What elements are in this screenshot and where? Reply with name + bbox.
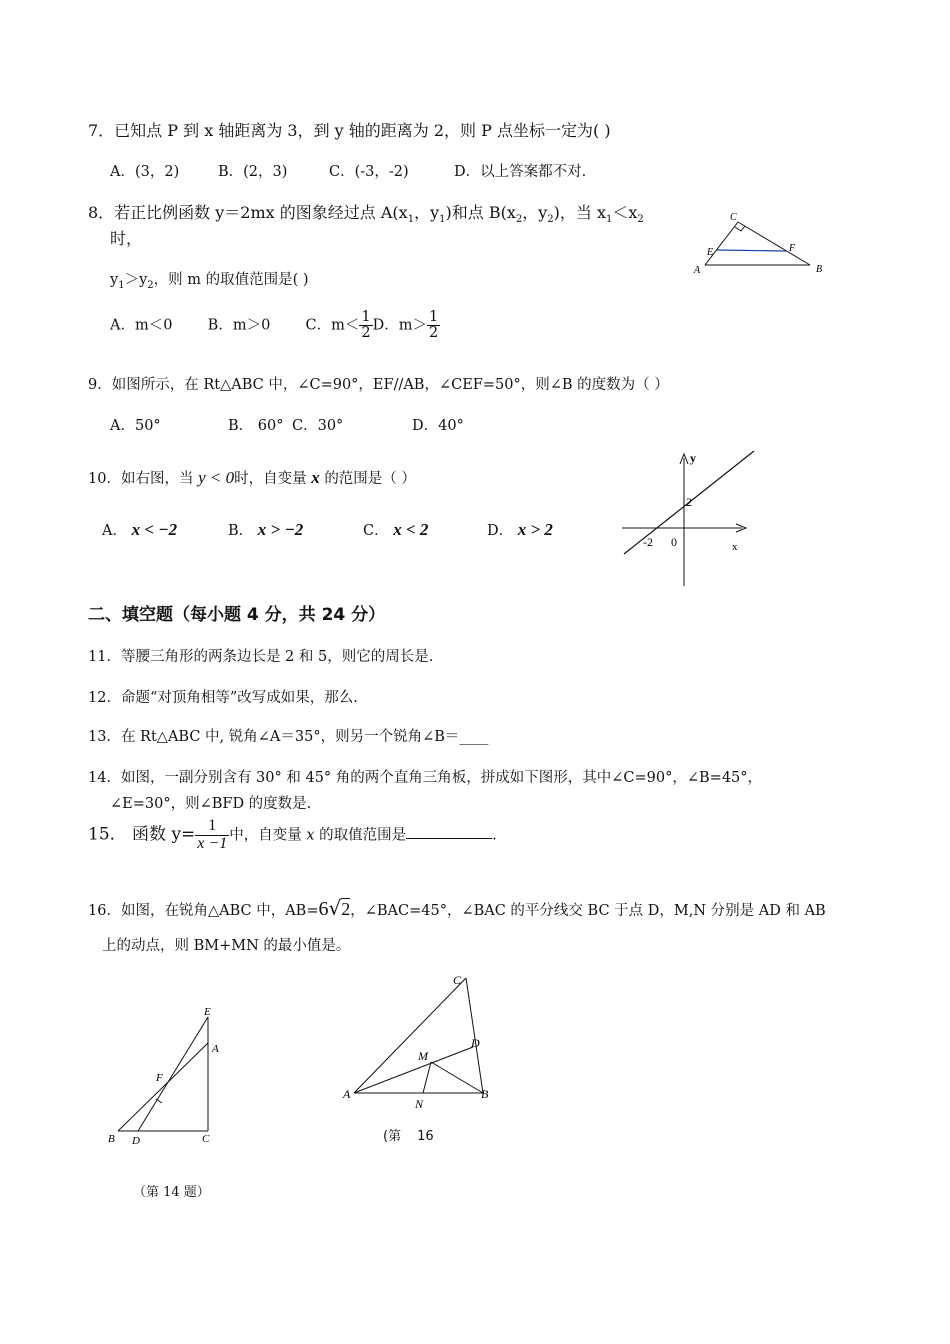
q16-figure bbox=[338, 970, 508, 1115]
fig16-label-b: B bbox=[481, 1087, 489, 1101]
q15: 15． 函数 y= $\frac{1}{x -1}$ 中，自变量 x 的取值范围是 . bbox=[88, 817, 497, 852]
q9-option-b: B． 60° bbox=[228, 418, 284, 434]
q8-option-c: C．m＜ bbox=[305, 317, 360, 334]
q16-line1: 16．如图，在锐角△ABC 中，AB=6√2，∠BAC=45°，∠BAC 的平分线交 BC 于点 D，M,N 分别是 AD 和 AB bbox=[88, 896, 826, 920]
q7-stem: 7．已知点 P 到 x 轴距离为 3，到 y 轴的距离为 2，则 P 点坐标一定为( ) bbox=[88, 121, 611, 140]
fig16-label-c: C bbox=[453, 973, 462, 987]
fig14-label-c: C bbox=[202, 1133, 210, 1145]
q8-options bbox=[110, 310, 440, 341]
fig9-label-f: F bbox=[789, 243, 796, 254]
fig16-label-m: M bbox=[418, 1049, 428, 1063]
fig14-label-f: F bbox=[156, 1072, 163, 1084]
q8-stem: 8．若正比例函数 y＝2mx 的图象经过点 $A(x_1$，$y_1$)和点 $B(x_2$，$y_2$)，当 $x_1<x_2$ bbox=[88, 203, 644, 226]
fig9-label-a: A bbox=[694, 265, 701, 276]
q9-option-c: C．30° bbox=[292, 418, 344, 434]
q16-line2: 上的动点，则 BM+MN 的最小值是。 bbox=[102, 938, 351, 954]
tick-label-y: 2 bbox=[686, 495, 692, 509]
q10-stem: 10．如右图，当 y < 0时，自变量 x 的范围是（ ） bbox=[88, 468, 416, 487]
q14-line2: ∠E=30°，则∠BFD 的度数是. bbox=[110, 796, 312, 812]
q15-fraction: $\frac{1}{x -1}$ bbox=[197, 817, 228, 852]
fig14-caption: （第 14 题） bbox=[133, 1185, 210, 1200]
q10-option-d: D． x > 2 bbox=[487, 520, 553, 539]
q9-option-d: D．40° bbox=[412, 418, 464, 434]
fig16-caption: (第 16 bbox=[383, 1129, 434, 1144]
q7-option-d: D．以上答案都不对. bbox=[454, 164, 587, 180]
fig14-label-e: E bbox=[204, 1006, 211, 1018]
q9-figure bbox=[690, 205, 840, 285]
fig14-label-a: A bbox=[212, 1043, 219, 1055]
sqrt-sign: √ bbox=[328, 896, 342, 920]
q8-option-a: A．m＜0 bbox=[110, 317, 173, 334]
q15-blank bbox=[406, 838, 492, 839]
q10-option-b: B． x > −2 bbox=[228, 520, 304, 539]
q11: 11．等腰三角形的两条边长是 2 和 5，则它的周长是. bbox=[88, 649, 434, 665]
fig16-label-d: D bbox=[471, 1036, 480, 1050]
fig9-label-b: B bbox=[816, 264, 823, 275]
q10-option-a: A． x < −2 bbox=[102, 520, 178, 539]
q8-stem-wrap: 时， bbox=[110, 229, 143, 248]
section-title: 二、填空题（每小题 4 分，共 24 分） bbox=[88, 605, 386, 625]
q7-option-c: C．(-3，-2) bbox=[329, 164, 409, 180]
q14-figure bbox=[100, 1005, 230, 1150]
axis-label-x: x bbox=[732, 541, 738, 553]
fig9-label-c: C bbox=[730, 212, 737, 223]
q9-option-a: A．50° bbox=[110, 418, 161, 434]
q8-condition: $y_1>y_2$，则 m 的取值范围是( ) bbox=[110, 272, 309, 291]
q7-option-a: A．(3，2) bbox=[110, 164, 180, 180]
fig14-label-b: B bbox=[108, 1133, 115, 1145]
fig16-label-a: A bbox=[343, 1087, 351, 1101]
q10-option-c: C． x < 2 bbox=[363, 520, 429, 539]
tick-label-x: -2 bbox=[643, 535, 653, 549]
fig16-label-n: N bbox=[415, 1097, 424, 1111]
origin-label: 0 bbox=[671, 535, 677, 549]
q10-graph bbox=[612, 446, 757, 592]
q13: 13．在 Rt△ABC 中, 锐角∠A＝35°，则另一个锐角∠B＝____ bbox=[88, 729, 489, 745]
q14-line1: 14．如图，一副分别含有 30° 和 45° 角的两个直角三角板，拼成如下图形，其中∠C=90°，∠B=45°， bbox=[88, 770, 763, 786]
fig9-label-e: E bbox=[707, 247, 714, 258]
q12: 12．命题“对顶角相等”改写成如果，那么. bbox=[88, 690, 358, 706]
half-fraction: $\frac{1}{2}$ bbox=[361, 309, 371, 342]
axis-label-y: y bbox=[690, 451, 696, 465]
q9-stem: 9．如图所示，在 Rt△ABC 中，∠C=90°，EF//AB，∠CEF=50°，则∠B 的度数为（ ） bbox=[88, 377, 669, 393]
q7-option-b: B．(2，3) bbox=[218, 164, 288, 180]
fig14-label-d: D bbox=[132, 1135, 140, 1147]
q8-option-d: D．m＞ bbox=[372, 317, 427, 334]
half-fraction: $\frac{1}{2}$ bbox=[429, 309, 439, 342]
q8-option-b: B．m＞0 bbox=[207, 317, 271, 334]
